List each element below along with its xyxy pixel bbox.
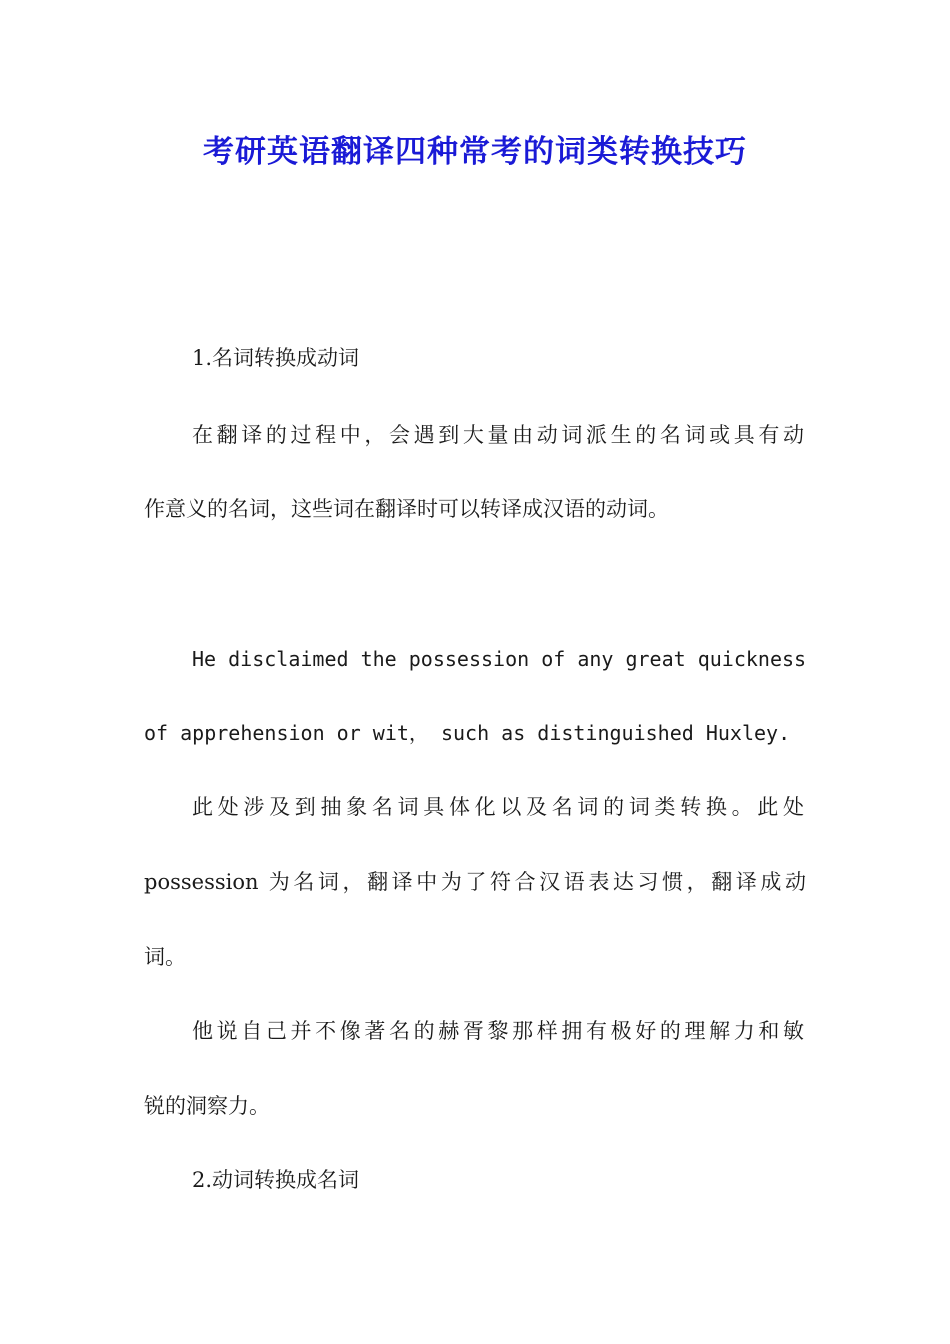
explanation-line-2: possession 为名词，翻译中为了符合汉语表达习惯，翻译成动: [144, 870, 806, 894]
section-heading-2: 2.动词转换成名词: [192, 1168, 360, 1192]
document-title: 考研英语翻译四种常考的词类转换技巧: [203, 134, 747, 170]
section-heading-1: 1.名词转换成动词: [192, 346, 360, 370]
translation-line-1: 他说自己并不像著名的赫胥黎那样拥有极好的理解力和敏: [192, 1019, 804, 1043]
translation-line-2: 锐的洞察力。: [144, 1094, 270, 1118]
intro-line-1: 在翻译的过程中，会遇到大量由动词派生的名词或具有动: [192, 423, 804, 447]
example-en-line-1: He disclaimed the possession of any great quickness: [192, 647, 807, 671]
explanation-line-1: 此处涉及到抽象名词具体化以及名词的词类转换。此处: [192, 795, 804, 819]
explanation-line-3: 词。: [144, 945, 186, 969]
intro-line-2: 作意义的名词，这些词在翻译时可以转译成汉语的动词。: [144, 497, 669, 521]
example-en-line-2: of apprehension or wit， such as distinguished Huxley.: [144, 721, 791, 745]
